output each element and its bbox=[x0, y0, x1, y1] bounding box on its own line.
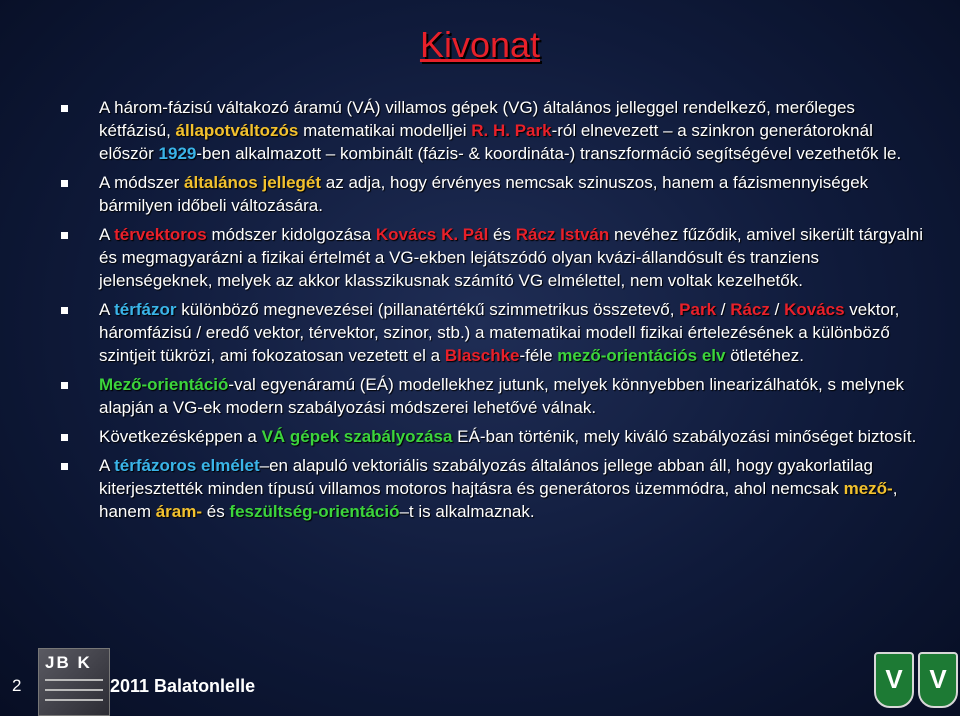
list-item bbox=[58, 298, 930, 367]
square-bullet-icon bbox=[61, 180, 68, 187]
text: A három-fázisú váltakozó áramú (VÁ) villamos gépek (VG) általános jelleggel rendelkező, merőleges kétfázisú, bbox=[99, 98, 855, 140]
text: , hanem bbox=[99, 479, 898, 521]
text: –t is alkalmaznak. bbox=[399, 502, 535, 521]
text: az adja, hogy érvényes nemcsak szinuszos, hanem a fázismennyiségek bármilyen időbeli változására. bbox=[99, 173, 869, 215]
highlight: VÁ gépek szabályozása bbox=[261, 427, 453, 446]
text: / bbox=[716, 300, 731, 319]
highlight: térvektoros bbox=[114, 225, 207, 244]
list-item bbox=[58, 96, 930, 165]
square-bullet-icon bbox=[61, 232, 68, 239]
text: vektor, háromfázisú / eredő vektor, térvektor, szinor, stb.) a matematikai modell fizikai értelezésének a különböző szintjeit tükrözi, ami fokozatosan vezetett el a bbox=[99, 300, 900, 365]
text: –en alapuló vektoriális szabályozás általános jellege abban áll, hogy gyakorlatilag kiterjesztették minden típusú villamos motoros hajtásra és generátoros üzemmódra, ahol nemcsak bbox=[99, 456, 873, 498]
logo-text: JB K bbox=[45, 653, 92, 672]
text: A bbox=[99, 225, 115, 244]
highlight: áram- bbox=[155, 502, 203, 521]
highlight-year: 1929 bbox=[158, 144, 197, 163]
highlight-name: Kovács bbox=[784, 300, 845, 319]
list-item bbox=[58, 373, 930, 419]
text: / bbox=[769, 300, 785, 319]
text: módszer kidolgozása bbox=[206, 225, 376, 244]
text: -ben alkalmazott – kombinált (fázis- & koordináta-) transzformáció segítségével vezethetők le. bbox=[196, 144, 902, 163]
highlight: térfázoros elmélet bbox=[114, 456, 260, 475]
crest-letter: V bbox=[885, 664, 903, 694]
text: és bbox=[202, 502, 230, 521]
text: -ról elnevezett – a szinkron generátoroknál először bbox=[99, 121, 873, 163]
text: különböző megnevezései (pillanatértékű szimmetrikus összetevő, bbox=[176, 300, 680, 319]
square-bullet-icon bbox=[61, 307, 68, 314]
highlight-name: Blaschke bbox=[444, 346, 520, 365]
logo-stripe bbox=[45, 699, 103, 701]
square-bullet-icon bbox=[61, 463, 68, 470]
highlight-name: Kovács K. Pál bbox=[375, 225, 489, 244]
highlight-name: Rácz bbox=[730, 300, 770, 319]
square-bullet-icon bbox=[61, 105, 68, 112]
crest-letter: V bbox=[929, 664, 947, 694]
square-bullet-icon bbox=[61, 434, 68, 441]
highlight-name: R. H. Park bbox=[471, 121, 552, 140]
logo-stripe bbox=[45, 689, 103, 691]
text: A bbox=[99, 456, 115, 475]
text: A módszer bbox=[99, 173, 185, 192]
highlight: általános jellegét bbox=[184, 173, 322, 192]
text: ötletéhez. bbox=[725, 346, 804, 365]
footer-event: 2011 Balatonlelle bbox=[110, 676, 256, 696]
highlight: Mező-orientáció bbox=[99, 375, 229, 394]
page-title: Kivonat bbox=[419, 24, 541, 65]
highlight: állapotváltozós bbox=[175, 121, 299, 140]
text: matematikai modelljei bbox=[298, 121, 472, 140]
text: -val egyenáramú (EÁ) modellekhez jutunk, melyek könnyebben linearizálhatók, s melynek alapján a VG-ek modern szabályozási módszerei lehetővé válnak. bbox=[99, 375, 905, 417]
text: EÁ-ban történik, mely kiváló szabályozási minőséget biztosít. bbox=[452, 427, 917, 446]
bullet-list bbox=[58, 96, 930, 529]
highlight: feszültség-orientáció bbox=[229, 502, 400, 521]
text: Következésképpen a bbox=[99, 427, 262, 446]
highlight: térfázor bbox=[114, 300, 177, 319]
list-item bbox=[58, 454, 930, 523]
university-crest-icon bbox=[874, 652, 914, 708]
university-crest-icon bbox=[918, 652, 958, 708]
list-item bbox=[58, 223, 930, 292]
highlight-name: Rácz István bbox=[515, 225, 610, 244]
logo-stripe bbox=[45, 679, 103, 681]
text: -féle bbox=[519, 346, 558, 365]
list-item bbox=[58, 171, 930, 217]
highlight-name: Park bbox=[679, 300, 717, 319]
text: nevéhez fűződik, amivel sikerült tárgyalni és megmagyarázni a fizikai értelmét a VG-ekben lejátszódó olyan kvázi-állandósult és tranziens jelenségeknek, melyek az akkor klasszikusnak számító VG elmélettel, nem voltak kezelhetők. bbox=[99, 225, 923, 290]
slide-number: 2 bbox=[12, 676, 22, 695]
text: és bbox=[488, 225, 516, 244]
text: A bbox=[99, 300, 115, 319]
square-bullet-icon bbox=[61, 382, 68, 389]
list-item bbox=[58, 425, 930, 448]
highlight: mező- bbox=[843, 479, 893, 498]
conference-logo bbox=[38, 648, 110, 716]
highlight: mező-orientációs elv bbox=[557, 346, 726, 365]
